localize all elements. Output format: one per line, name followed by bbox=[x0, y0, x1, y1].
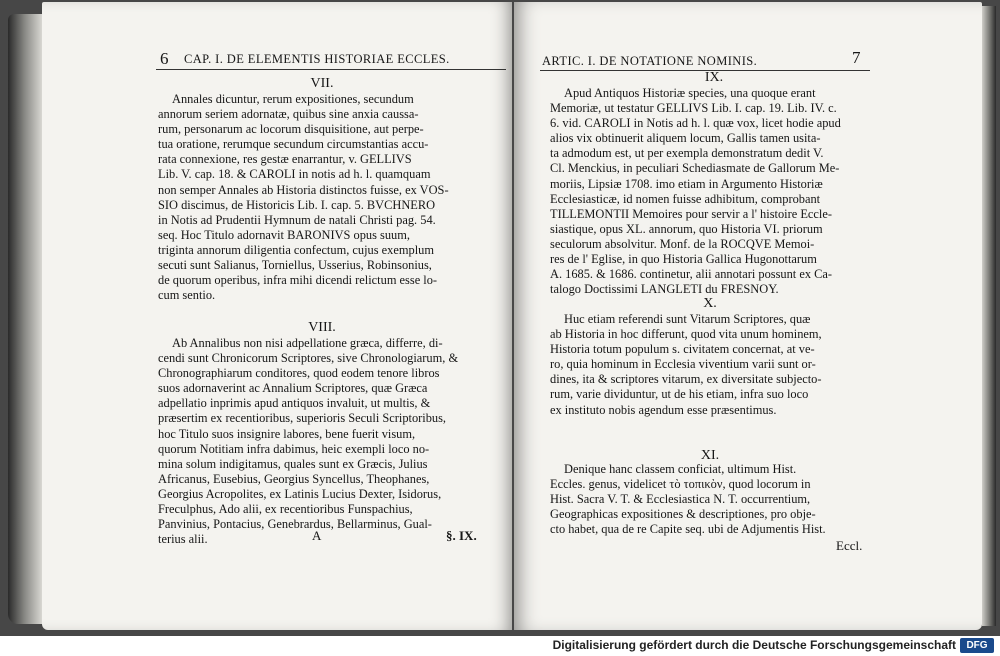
text-line: talogo Doctissimi LANGLETI du FRESNOY. bbox=[550, 282, 779, 297]
page-number: 7 bbox=[852, 48, 861, 67]
text-line: hoc Titulo suos insignire labores, bene fuerit visum, bbox=[158, 426, 416, 441]
text-line: ex instituto nobis agendum esse præsentimus. bbox=[550, 402, 777, 417]
text-line: Cl. Menckius, in peculiari Schediasmate de Gallorum Me- bbox=[550, 161, 840, 176]
text-line: secuti sunt Salianus, Torniellus, Usserius, Robinsonius, bbox=[158, 258, 432, 273]
text-line: triginta annorum diligentia confectum, cujus exemplum bbox=[158, 242, 434, 257]
text-line: cto habet, qua de re Capite seq. ubi de Adjumentis Hist. bbox=[550, 522, 826, 537]
text-line: Freculphus, Ado alii, ex recentioribus Funspachius, bbox=[158, 502, 413, 517]
text-line: præsertim ex recentioribus, superioris Seculi Scriptoribus, bbox=[158, 411, 447, 426]
funding-credit: Digitalisierung gefördert durch die Deutsche Forschungsgemeinschaft bbox=[552, 638, 956, 652]
text-line: Denique hanc classem conficiat, ultimum Hist. bbox=[564, 462, 797, 476]
text-line: non semper Annales ab Historia distinctos fuisse, ex VOS- bbox=[158, 182, 449, 197]
text-line: dines, ita & scriptores vitarum, ex diversitate subjecto- bbox=[550, 372, 822, 387]
text-line: rum, personarum ac locorum disquisitione, aut perpe- bbox=[158, 122, 424, 137]
dfg-logo: DFG bbox=[960, 638, 994, 653]
book-edge-right bbox=[982, 6, 996, 626]
text-line: rata connexione, res gestæ enarrantur, v. GELLIVS bbox=[158, 152, 412, 167]
text-line: terius alii. bbox=[158, 532, 208, 547]
section-heading-x: X. bbox=[703, 296, 717, 311]
text-line: ab Historia in hoc differunt, quod vita unum hominem, bbox=[550, 327, 822, 342]
text-line: alios vix obtinuerit aliquem locum, Gallis tamen usita- bbox=[550, 131, 821, 146]
text-line: Panvinius, Pontacius, Genebrardus, Bellarminus, Gual- bbox=[158, 517, 432, 532]
text-line: Ab Annalibus non nisi adpellatione græca, differre, di- bbox=[172, 336, 443, 350]
text-line: annorum seriem adornatæ, quibus sine anxia caussa- bbox=[158, 107, 419, 122]
text-line: Lib. V. cap. 18. & CAROLI in notis ad h. l. quamquam bbox=[158, 167, 431, 182]
text-line: Georgius Acropolites, ex Latinis Lucius Dexter, Isidorus, bbox=[158, 486, 442, 501]
catchword: Eccl. bbox=[836, 538, 863, 553]
running-head: CAP. I. DE ELEMENTIS HISTORIAE ECCLES. bbox=[184, 52, 450, 66]
text-line: seq. Hoc Titulo adornavit BARONIVS opus suum, bbox=[158, 227, 410, 242]
text-line: Geographicas expositiones & descriptiones, pro obje- bbox=[550, 507, 816, 522]
text-line: A. 1685. & 1686. continetur, alii annotari possunt ex Ca- bbox=[550, 267, 833, 282]
text-line: quorum Notitiam infra dabimus, heic exempli loco no- bbox=[158, 441, 430, 456]
text-line: siastique, opus XL. annorum, quo Historia VI. priorum bbox=[550, 221, 823, 236]
text-line: suos adornaverint ac Annalium Scriptores, quæ Græca bbox=[158, 381, 428, 396]
section-xi-text bbox=[550, 462, 870, 537]
page-number: 6 bbox=[160, 49, 169, 68]
text-line: Annales dicuntur, rerum expositiones, secundum bbox=[172, 92, 414, 106]
section-heading-viii: VIII. bbox=[308, 320, 336, 335]
text-line: 6. vid. CAROLI in Notis ad h. l. quæ vox, licet hodie apud bbox=[550, 116, 841, 131]
left-page bbox=[42, 2, 512, 630]
text-line: Chronographiarum conditores, quod eodem tenore libros bbox=[158, 366, 440, 381]
text-line: seculorum absolvitur. Monf. de la ROCQVE Memoi- bbox=[550, 236, 815, 251]
book-edge-left bbox=[8, 14, 42, 624]
text-line: Memoriæ, ut testatur GELLIVS Lib. I. cap. 19. Lib. IV. c. bbox=[550, 101, 837, 116]
signature-mark: A bbox=[312, 528, 322, 543]
text-line: rum, varie dividuntur, ut de his etiam, infra suo loco bbox=[550, 387, 809, 402]
text-line: in Notis ad Prudentii Hymnum de natali Christi pag. 54. bbox=[158, 212, 436, 227]
text-line: res de l' Eglise, in quo Historia Gallica Hugonottarum bbox=[550, 252, 817, 267]
text-line: Ecclesiasticæ, id nomen fuisse adhibitum, comprobant bbox=[550, 191, 821, 206]
footer-bar bbox=[0, 636, 1000, 656]
catchword: §. IX. bbox=[446, 528, 477, 543]
text-line: tua oratione, rerumque secundum circumstantias accu- bbox=[158, 137, 429, 152]
text-line: Historia totum populum s. civitatem concernat, at ve- bbox=[550, 342, 815, 357]
running-head: ARTIC. I. DE NOTATIONE NOMINIS. bbox=[542, 54, 758, 68]
text-line: ta admodum est, ut per exempla demonstratum dedit V. bbox=[550, 146, 824, 161]
section-vii-text bbox=[158, 92, 498, 303]
text-line: adpellatio inprimis apud antiquos invaluit, ut multis, & bbox=[158, 396, 431, 411]
text-line: cum sentio. bbox=[158, 288, 216, 303]
text-line: SIO discimus, de Historicis Lib. I. cap. 5. BVCHNERO bbox=[158, 197, 436, 212]
text-line: mina solum indigitamus, quales sunt ex Græcis, Julius bbox=[158, 456, 428, 471]
section-x-text bbox=[550, 312, 870, 418]
text-line: de quorum operibus, infra mihi dicendi relictum esse lo- bbox=[158, 273, 438, 288]
text-line: Apud Antiquos Historiæ species, una quoque erant bbox=[564, 86, 816, 100]
text-line: cendi sunt Chronicorum Scriptores, sive Chronologiarum, & bbox=[158, 351, 459, 366]
section-heading-vii: VII. bbox=[310, 76, 334, 91]
section-viii-text bbox=[158, 336, 498, 547]
section-ix-text bbox=[550, 86, 870, 297]
text-line: Eccles. genus, videlicet τὸ τοπικὸν, quod locorum in bbox=[550, 477, 811, 492]
right-page bbox=[514, 2, 982, 630]
text-line: Africanus, Eusebius, Georgius Syncellus, Theophanes, bbox=[158, 471, 430, 486]
text-line: TILLEMONTII Memoires pour servir a l' histoire Eccle- bbox=[550, 206, 832, 221]
header-rule bbox=[156, 69, 506, 70]
text-line: Huc etiam referendi sunt Vitarum Scriptores, quæ bbox=[564, 312, 811, 326]
section-heading-ix: IX. bbox=[704, 70, 724, 85]
text-line: moriis, Lipsiæ 1708. imo etiam in Argumento Historiæ bbox=[550, 176, 823, 191]
section-heading-xi: XI. bbox=[700, 448, 720, 463]
text-line: ro, quia hominum in Ecclesia viventium varii sunt or- bbox=[550, 357, 816, 372]
text-line: Hist. Sacra V. T. & Ecclesiastica N. T. occurrentium, bbox=[550, 492, 811, 507]
